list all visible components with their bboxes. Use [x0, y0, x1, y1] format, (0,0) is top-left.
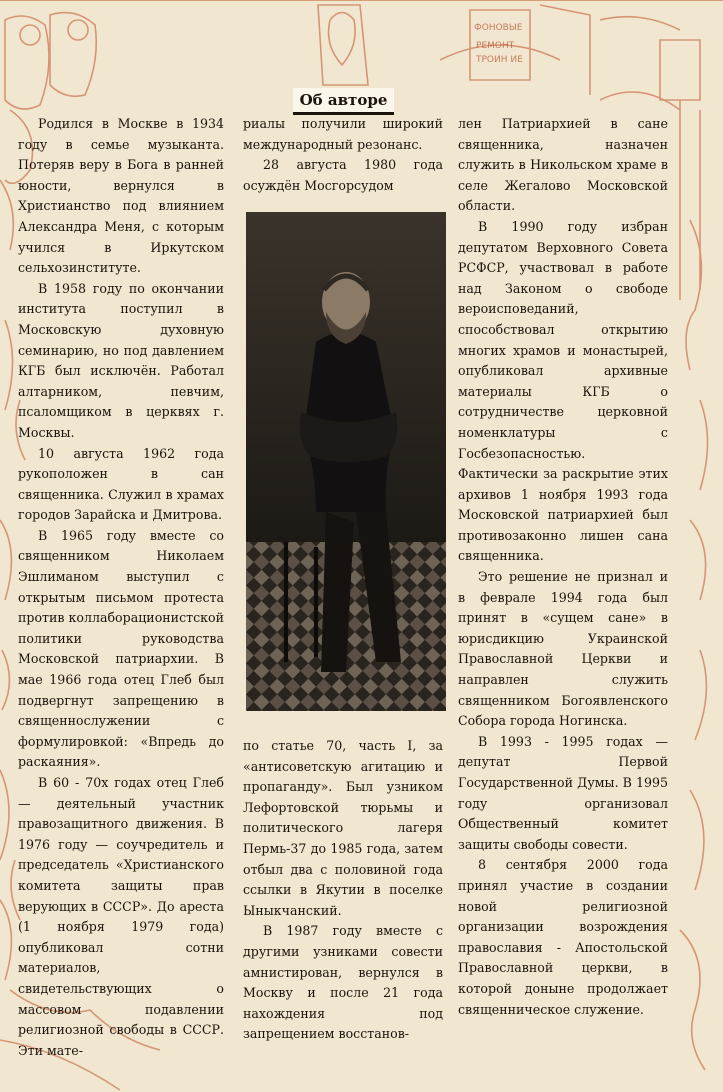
paragraph: риалы получили широкий международный резонанс. — [243, 116, 443, 152]
paragraph: Это решение не признал и в феврале 1994 года был принят в «сущем сане» в юрисдикцию Украинской Православной Церкви и направлен служить священником Богоявленского Собора города Ногинска. — [458, 569, 668, 729]
art-text-3: ТРОИН ИЕ — [476, 55, 523, 65]
paragraph: по статье 70, часть I, за «антисоветскую агитацию и пропаганду». Был узником Лефортовской тюрьмы и политического лагеря Пермь-37 до 1985 года, затем отбыл два с половиной года ссылки в Якутии в поселке Ыныкчанский. — [243, 738, 443, 918]
paragraph: В 1993 - 1995 годах — депутат Первой Государственной Думы. В 1995 году организовал Общественный комитет защиты свободы совести. — [458, 733, 668, 852]
art-text-2: РЕМОНТ — [476, 41, 515, 51]
paragraph: В 60 - 70х годах отец Глеб — деятельный участник правозащитного движения. В 1976 году — соучредитель и председатель «Христианского комитета защиты прав верующих в СССР». До ареста (1 ноября 1979 года) опубликовал сотни материалов, свидетельствующих о массовом подавлении религиозной свободы в СССР. Эти мате- — [18, 775, 224, 1058]
text-column-2-top — [243, 114, 443, 196]
paragraph: В 1958 году по окончании института поступил в Московскую духовную семинарию, но под давлением КГБ был исключён. Работал алтарником, певчим, псаломщиком в церквях г. Москвы. — [18, 280, 224, 440]
author-photo — [246, 212, 446, 711]
paragraph: В 1990 году избран депутатом Верховного Совета РСФСР, участвовал в работе над Законом о свободе вероисповеданий, способствовал открытию многих храмов и монастырей, опубликовал архивные материалы КГБ о сотрудничестве церковной номенклатуры с Госбезопасностью. Фактически за раскрытие этих архивов 1 ноября 1993 года Московской патриархией был противозаконно лишен сана священника. — [458, 218, 668, 564]
paragraph: 28 августа 1980 года осуждён Мосгорсудом — [243, 157, 443, 193]
paragraph: 10 августа 1962 года рукоположен в сан священника. Служил в храмах городов Зарайска и Дмитрова. — [18, 445, 224, 523]
text-column-1 — [18, 114, 224, 1061]
text-column-3 — [458, 114, 668, 1020]
paragraph: В 1965 году вместе со священником Николаем Эшлиманом выступил с открытым письмом протеста против коллаборационистской политики руководства Московской патриархии. В мае 1966 года отец Глеб был подвергнут запрещению в священнослужении с формулировкой: «Впредь до раскаяния». — [18, 527, 224, 770]
paragraph: 8 сентября 2000 года принял участие в создании новой религиозной организации возрождения православия - Апостольской Православной церкви, в которой доныне продолжает священническое служение. — [458, 857, 668, 1017]
art-text-1: ФОНОВЫЕ — [474, 23, 523, 33]
paragraph: В 1987 году вместе с другими узниками совести амнистирован, вернулся в Москву и после 21 года нахождения под запрещением восстанов- — [243, 923, 443, 1042]
paragraph: лен Патриархией в сане священника, назначен служить в Никольском храме в селе Жегалово Московской области. — [458, 116, 668, 214]
text-column-2-bottom — [243, 736, 443, 1045]
paragraph: Родился в Москве в 1934 году в семье музыканта. Потеряв веру в Бога в ранней юности, вернулся в Христианство под влиянием Александра Меня, с которым учился в Иркутском сельхозинституте. — [18, 116, 224, 276]
portrait-image — [246, 212, 446, 711]
section-title: Об авторе — [293, 88, 394, 115]
